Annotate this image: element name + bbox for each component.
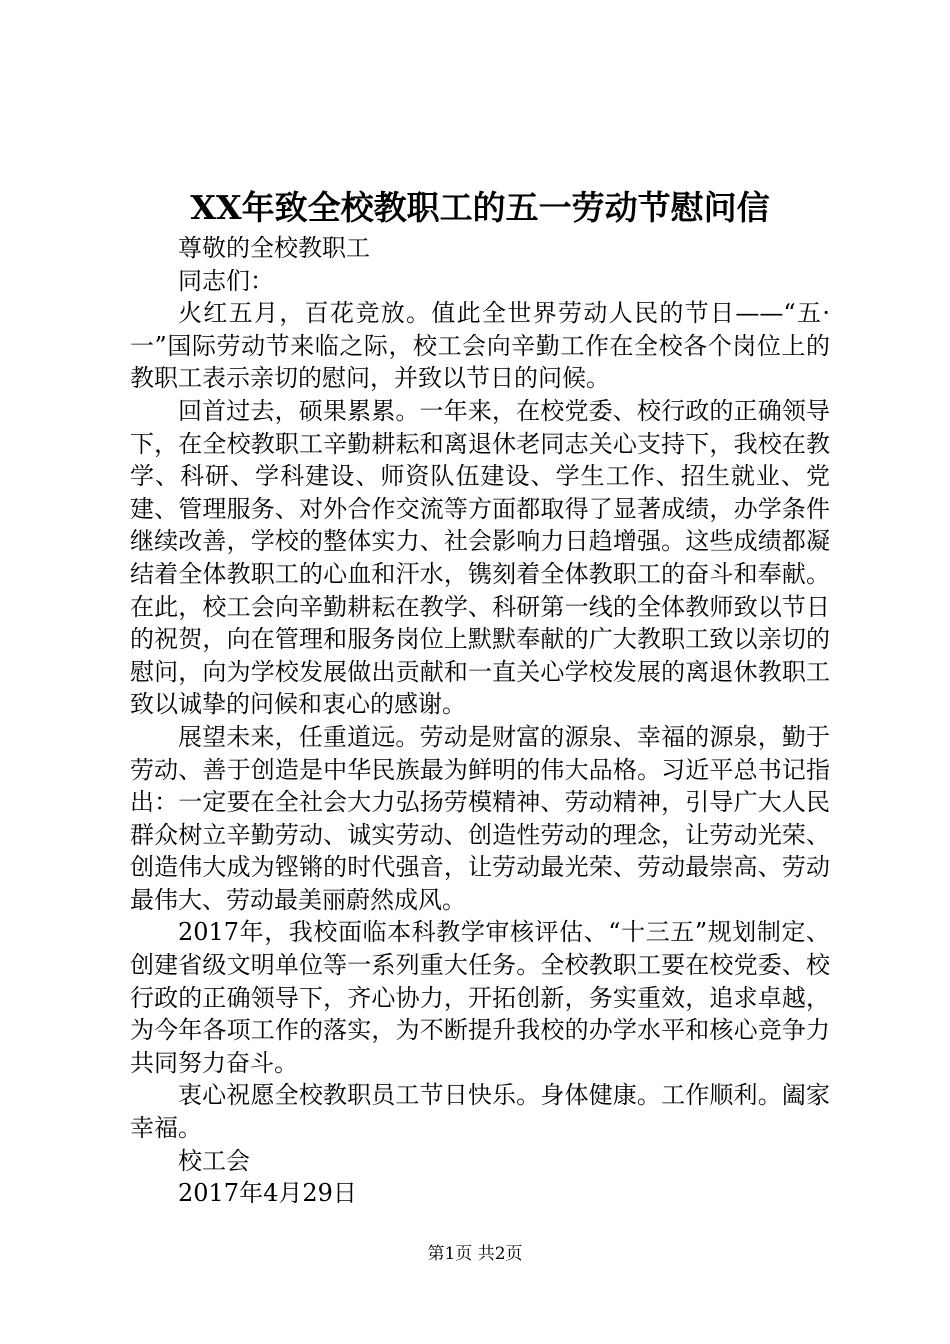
paragraph-greeting: 火红五月，百花竞放。值此全世界劳动人民的节日——“五·一”国际劳动节来临之际，校工会向辛勤工作在全校各个岗位上的教职工表示亲切的慰问，并致以节日的问候。 — [130, 299, 830, 393]
paragraph-tasks: 2017年，我校面临本科教学审核评估、“十三五”规划制定、创建省级文明单位等一系列重大任务。全校教职工要在校党委、校行政的正确领导下，齐心协力，开拓创新，务实重效，追求卓越，为今年各项工作的落实，为不断提升我校的办学水平和核心竞争力共同努力奋斗。 — [130, 918, 830, 1077]
document-title: XX年致全校教职工的五一劳动节慰问信 — [190, 188, 770, 227]
paragraph-wishes: 衷心祝愿全校教职员工节日快乐。身体健康。工作顺利。阖家幸福。 — [130, 1081, 830, 1143]
signature: 校工会 — [178, 1146, 250, 1175]
paragraph-outlook: 展望未来，任重道远。劳动是财富的源泉、幸福的源泉，勤于劳动、善于创造是中华民族最为鲜明的伟大品格。习近平总书记指出：一定要在全社会大力弘扬劳模精神、劳动精神，引导广大人民群众树立辛勤劳动、诚实劳动、创造性劳动的理念，让劳动光荣、创造伟大成为铿锵的时代强音，让劳动最光荣、劳动最崇高、劳动最伟大、劳动最美丽蔚然成风。 — [130, 722, 830, 914]
salutation-line-1: 尊敬的全校教职工 — [178, 234, 370, 262]
page-footer: 第1页 共2页 — [427, 1244, 523, 1264]
document-body — [130, 232, 830, 1210]
salutation-line-2: 同志们： — [178, 266, 274, 295]
paragraph-review: 回首过去，硕果累累。一年来，在校党委、校行政的正确领导下，在全校教职工辛勤耕耘和离退休老同志关心支持下，我校在教学、科研、学科建设、师资队伍建设、学生工作、招生就业、党建、管理服务、对外合作交流等方面都取得了显著成绩，办学条件继续改善，学校的整体实力、社会影响力日趋增强。这些成绩都凝结着全体教职工的心血和汗水，镌刻着全体教职工的奋斗和奉献。在此，校工会向辛勤耕耘在教学、科研第一线的全体教师致以节日的祝贺，向在管理和服务岗位上默默奉献的广大教职工致以亲切的慰问，向为学校发展做出贡献和一直关心学校发展的离退休教职工致以诚挚的问候和衷心的感谢。 — [130, 396, 830, 719]
letter-date: 2017年4月29日 — [178, 1179, 357, 1208]
